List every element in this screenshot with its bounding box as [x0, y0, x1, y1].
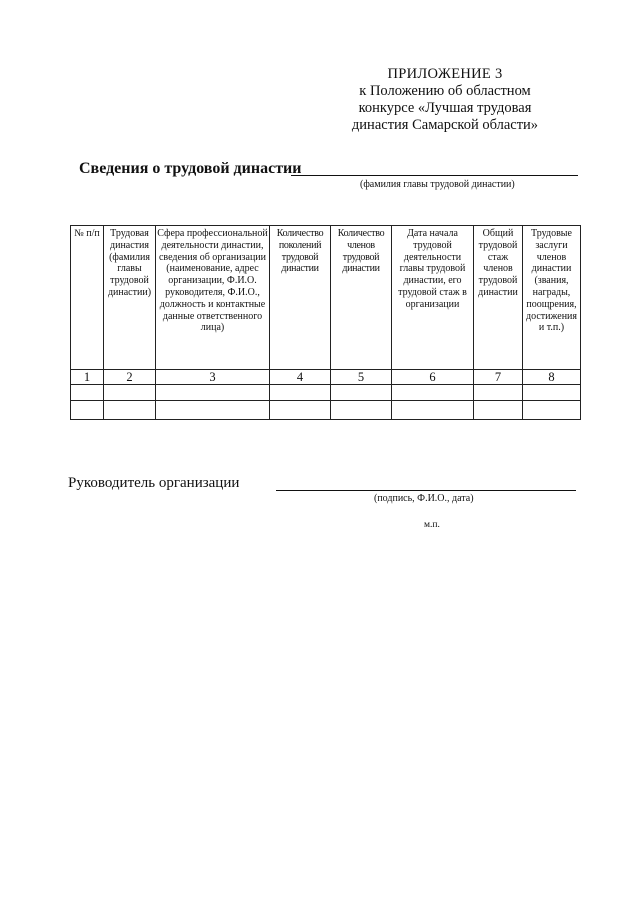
column-header: Сфера профессиональной деятельности династии, сведения об организации (наименование, адрес организации, Ф.И.О. руководителя, Ф.И.О., должность и контактные данные ответственного лица): [156, 226, 270, 370]
table-row: [71, 401, 581, 420]
appendix-title: ПРИЛОЖЕНИЕ 3: [387, 66, 503, 82]
table-cell[interactable]: [104, 385, 156, 401]
dynasty-table: [70, 225, 581, 420]
column-number-row: [71, 370, 581, 385]
column-number: 5: [331, 370, 392, 385]
appendix-line-2: к Положению об областном: [359, 83, 531, 99]
appendix-line-4: династия Самарской области»: [351, 117, 539, 133]
table-cell[interactable]: [523, 401, 581, 420]
table-cell[interactable]: [523, 385, 581, 401]
table-cell[interactable]: [156, 385, 270, 401]
column-number: 6: [392, 370, 474, 385]
dynasty-head-name-caption: (фамилия главы трудовой династии): [360, 179, 515, 190]
table-cell[interactable]: [156, 401, 270, 420]
signature-field[interactable]: [276, 490, 576, 491]
column-header: Количество членов трудовой династии: [331, 226, 392, 370]
column-header: № п/п: [71, 226, 104, 370]
column-header: Количество поколений трудовой династии: [270, 226, 331, 370]
stamp-mark: м.п.: [424, 520, 440, 530]
column-number: 7: [474, 370, 523, 385]
column-header: Дата начала трудовой деятельности главы трудовой династии, его трудовой стаж в организации: [392, 226, 474, 370]
column-number: 4: [270, 370, 331, 385]
table-cell[interactable]: [392, 385, 474, 401]
column-number: 8: [523, 370, 581, 385]
column-header: Общий трудовой стаж членов трудовой династии: [474, 226, 523, 370]
table-cell[interactable]: [474, 401, 523, 420]
table-cell[interactable]: [270, 385, 331, 401]
table-cell[interactable]: [270, 401, 331, 420]
table-cell[interactable]: [71, 385, 104, 401]
column-number: 3: [156, 370, 270, 385]
section-heading: Сведения о трудовой династии: [79, 160, 302, 177]
dynasty-head-name-field[interactable]: [291, 175, 578, 176]
table-header-row: [71, 226, 581, 370]
column-header: Трудовая династия (фамилия главы трудовой династии): [104, 226, 156, 370]
table-cell[interactable]: [392, 401, 474, 420]
table-row: [71, 385, 581, 401]
table-cell[interactable]: [104, 401, 156, 420]
column-header: Трудовые заслуги членов династии (звания, награды, поощрения, достижения и т.п.): [523, 226, 581, 370]
table-cell[interactable]: [331, 385, 392, 401]
table-cell[interactable]: [71, 401, 104, 420]
table-cell[interactable]: [474, 385, 523, 401]
appendix-block: [330, 66, 560, 134]
table-cell[interactable]: [331, 401, 392, 420]
signer-label: Руководитель организации: [68, 475, 240, 491]
column-number: 2: [104, 370, 156, 385]
appendix-line-3: конкурсе «Лучшая трудовая: [358, 100, 532, 116]
signature-caption: (подпись, Ф.И.О., дата): [374, 493, 474, 504]
column-number: 1: [71, 370, 104, 385]
